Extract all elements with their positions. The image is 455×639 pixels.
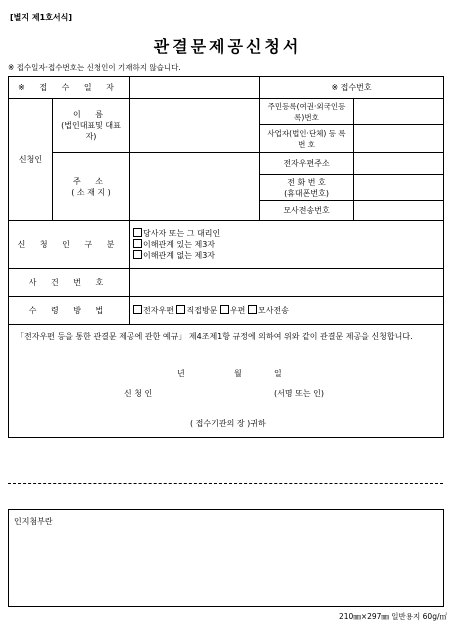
receive-option-email[interactable]: 전자우편 (133, 306, 174, 315)
applicant-type-label: 신 청 인 구 분 (9, 221, 130, 269)
fax-label: 모사전송번호 (260, 201, 354, 221)
form-id-label: [별지 제1호서식] (10, 13, 73, 22)
date-month-label: 월 (234, 369, 242, 378)
checkbox[interactable] (133, 228, 142, 237)
date-day-label: 일 (274, 369, 282, 378)
checkbox[interactable] (133, 305, 142, 314)
receive-option-visit[interactable]: 직접방문 (176, 306, 217, 315)
checkbox[interactable] (133, 250, 142, 259)
email-field[interactable] (354, 153, 444, 175)
address-label: 주 소 (73, 176, 109, 186)
addressee-label: ( 접수기관의 장 )귀하 (190, 419, 266, 428)
cut-line-divider (8, 483, 443, 484)
name-sub-label: (법인대표및 대표자) (61, 121, 121, 141)
fax-field[interactable] (354, 201, 444, 221)
resident-number-label: 주민등록(여권·외국인등록)번호 (260, 99, 354, 125)
phone-label: 전 화 번 호 (287, 177, 326, 187)
form-title: 관결문제공신청서 (153, 37, 302, 56)
signer-label: 신 청 인 (124, 389, 153, 398)
checkbox[interactable] (176, 305, 185, 314)
email-label: 전자우편주소 (260, 153, 354, 175)
name-field[interactable] (130, 99, 260, 153)
receive-method-options (130, 297, 444, 325)
phone-field[interactable] (354, 175, 444, 201)
business-number-field[interactable] (354, 125, 444, 153)
stamp-attach-box (8, 509, 444, 607)
resident-number-field[interactable] (354, 99, 444, 125)
receipt-number-label: ※ 접수번호 (260, 77, 444, 99)
receive-method-label: 수 령 방 법 (9, 297, 130, 325)
phone-sub-label: (휴대폰번호) (284, 188, 329, 198)
applicant-type-options (130, 221, 444, 269)
receive-option-fax[interactable]: 모사전송 (248, 306, 289, 315)
declaration-text: 「전자우편 등을 통한 관결문 제공에 관한 예규」 제4조제1항 규정에 의하여 위와 같이 관결문 제공을 신청합니다. (16, 332, 413, 341)
case-number-label: 사 건 번 호 (9, 269, 130, 297)
checkbox[interactable] (133, 239, 142, 248)
receipt-date-field[interactable] (130, 77, 260, 99)
business-number-label: 사업자(법인·단체) 등 록 번 호 (260, 125, 354, 153)
sign-note: (서명 또는 인) (274, 389, 324, 398)
notice-text: ※ 접수일자·접수번호는 신청인이 기재하지 않습니다. (8, 63, 181, 72)
type-option-party[interactable]: 당사자 또는 그 대리인 (133, 228, 440, 239)
case-number-field[interactable] (130, 269, 444, 297)
type-option-unrelated[interactable]: 이해관계 없는 제3자 (133, 250, 440, 261)
receive-option-mail[interactable]: 우편 (220, 306, 245, 315)
checkbox[interactable] (220, 305, 229, 314)
receipt-date-label: ※ 접 수 일 자 (9, 77, 130, 99)
application-table (8, 76, 444, 438)
stamp-attach-label: 인지첨부란 (14, 517, 53, 526)
address-sub-label: ( 소 재 지 ) (71, 187, 111, 197)
applicant-section-label: 신청인 (9, 99, 53, 221)
phone-label-cell (260, 175, 354, 201)
name-label-cell (53, 99, 130, 153)
checkbox[interactable] (248, 305, 257, 314)
date-year-label: 년 (177, 369, 185, 378)
type-option-related[interactable]: 이해관계 있는 제3자 (133, 239, 440, 250)
paper-spec-footer: 210㎜×297㎜ 일반용지 60g/㎡ (339, 612, 447, 621)
declaration-cell (9, 325, 444, 438)
name-label: 이 름 (73, 110, 109, 119)
address-field[interactable] (130, 153, 260, 221)
address-label-cell (53, 153, 130, 221)
